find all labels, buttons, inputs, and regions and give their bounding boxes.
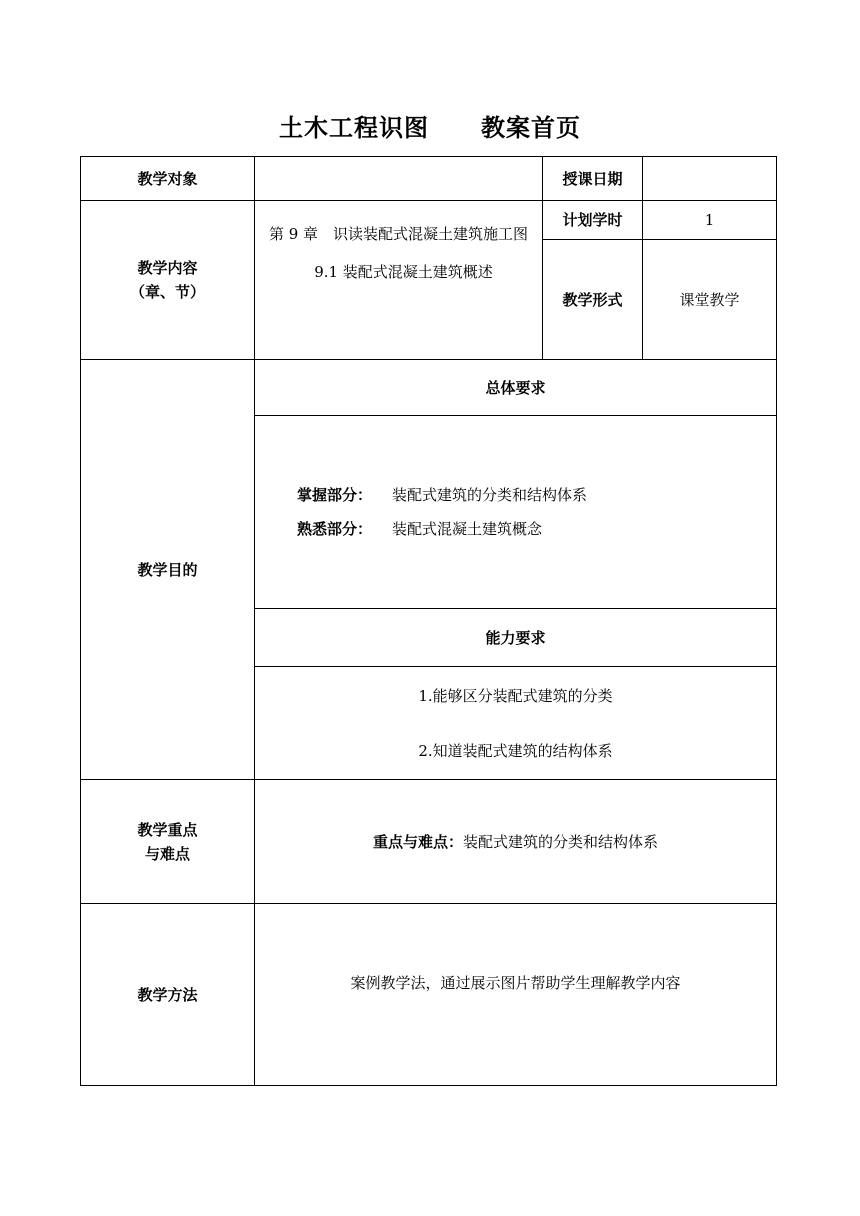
label-form: 教学形式 (543, 240, 643, 360)
row-purpose (81, 360, 777, 416)
label-keypoints-cell (81, 780, 255, 904)
keypoints-body (255, 780, 777, 904)
familiar-label: 熟悉部分： (297, 520, 373, 538)
label-content: 教学内容 (137, 259, 198, 277)
familiar-row (297, 512, 776, 546)
header-ability: 能力要求 (255, 609, 777, 667)
row-content (81, 201, 777, 240)
master-label: 掌握部分： (297, 486, 373, 504)
value-date (643, 157, 777, 201)
key-label: 重点与难点： (372, 832, 463, 851)
doc-title: 教案首页 (481, 114, 581, 142)
ability-item-1: 1.能够区分装配式建筑的分类 (418, 687, 613, 705)
value-target (255, 157, 543, 201)
row-target (81, 157, 777, 201)
row-method (81, 904, 777, 1086)
master-text: 装配式建筑的分类和结构体系 (392, 486, 588, 504)
label-date: 授课日期 (543, 157, 643, 201)
label-content-sub: （章、节） (129, 283, 205, 301)
page-title (0, 108, 860, 143)
ability-body (255, 667, 777, 780)
method-text: 案例教学法，通过展示图片帮助学生理解教学内容 (255, 904, 777, 1086)
key-text: 装配式建筑的分类和结构体系 (463, 832, 659, 851)
ability-item-2: 2.知道装配式建筑的结构体系 (418, 742, 613, 760)
row-keypoints (81, 780, 777, 904)
lesson-plan-table (80, 156, 777, 1086)
value-form: 课堂教学 (643, 240, 777, 360)
label-content-cell (81, 201, 255, 360)
course-title: 土木工程识图 (279, 114, 429, 142)
label-keypoints: 教学重点 (137, 820, 198, 839)
header-overall: 总体要求 (255, 360, 777, 416)
label-keypoints-sub: 与难点 (144, 844, 190, 863)
value-content-cell (255, 201, 543, 360)
master-row (297, 478, 776, 512)
familiar-text: 装配式混凝土建筑概念 (392, 520, 543, 538)
chapter-text: 第 9 章 识读装配式混凝土建筑施工图 (268, 225, 529, 243)
label-method: 教学方法 (81, 904, 255, 1086)
label-target: 教学对象 (81, 157, 255, 201)
label-hours: 计划学时 (543, 201, 643, 240)
value-hours: 1 (643, 201, 777, 240)
label-purpose: 教学目的 (81, 360, 255, 780)
section-text: 9.1 装配式混凝土建筑概述 (314, 263, 493, 281)
overall-body (255, 416, 777, 609)
